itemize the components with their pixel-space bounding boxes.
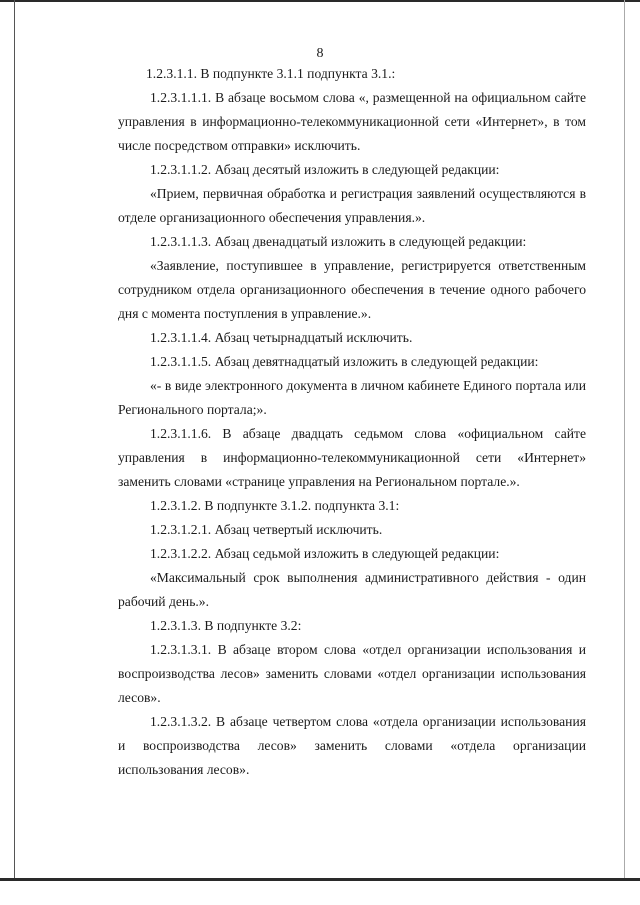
page-number: 8	[316, 46, 324, 61]
paragraph-8: 1.2.3.1.1.5. Абзац девятнадцатый изложить в следующей редакции:	[150, 354, 539, 369]
paragraph-12: 1.2.3.1.2.1. Абзац четвертый исключить.	[150, 522, 383, 537]
scan-edge-left	[14, 0, 15, 880]
paragraph-1: 1.2.3.1.1. В подпункте 3.1.1 подпункта 3.1.:	[146, 66, 396, 81]
paragraph-16: 1.2.3.1.3.1. В абзаце втором слова «отдел организации использования и воспроизводства лесов» заменить словами «отдел организации использования лесов».	[118, 642, 586, 705]
paragraph-14: «Максимальный срок выполнения административного действия - один рабочий день.».	[118, 570, 586, 609]
paragraph-3: 1.2.3.1.1.2. Абзац десятый изложить в следующей редакции:	[150, 162, 500, 177]
paragraph-5: 1.2.3.1.1.3. Абзац двенадцатый изложить в следующей редакции:	[150, 234, 527, 249]
scan-edge-top	[0, 0, 640, 2]
paragraph-4: «Прием, первичная обработка и регистрация заявлений осуществляются в отделе организационного обеспечения управления.».	[118, 186, 586, 225]
scan-edge-bottom	[0, 878, 640, 881]
paragraph-9: «- в виде электронного документа в личном кабинете Единого портала или Регионального портала;».	[118, 378, 586, 417]
document-body	[118, 62, 586, 782]
scan-edge-right	[624, 0, 625, 880]
paragraph-17: 1.2.3.1.3.2. В абзаце четвертом слова «отдела организации использования и воспроизводства лесов» заменить словами «отдела организации использования лесов».	[118, 714, 586, 777]
paragraph-7: 1.2.3.1.1.4. Абзац четырнадцатый исключить.	[150, 330, 413, 345]
paragraph-13: 1.2.3.1.2.2. Абзац седьмой изложить в следующей редакции:	[150, 546, 500, 561]
paragraph-10: 1.2.3.1.1.6. В абзаце двадцать седьмом слова «официальном сайте управления в информационно-телекоммуникационной сети «Интернет» заменить словами «странице управления на Региональном портале.».	[118, 426, 586, 489]
paragraph-11: 1.2.3.1.2. В подпункте 3.1.2. подпункта 3.1:	[150, 498, 400, 513]
paragraph-6: «Заявление, поступившее в управление, регистрируется ответственным сотрудником отдела организационного обеспечения в течение одного рабочего дня с момента поступления в управление.».	[118, 258, 586, 321]
paragraph-15: 1.2.3.1.3. В подпункте 3.2:	[150, 618, 302, 633]
paragraph-2: 1.2.3.1.1.1. В абзаце восьмом слова «, размещенной на официальном сайте управления в информационно-телекоммуникационной сети «Интернет», в том числе посредством отправки» исключить.	[118, 90, 586, 153]
